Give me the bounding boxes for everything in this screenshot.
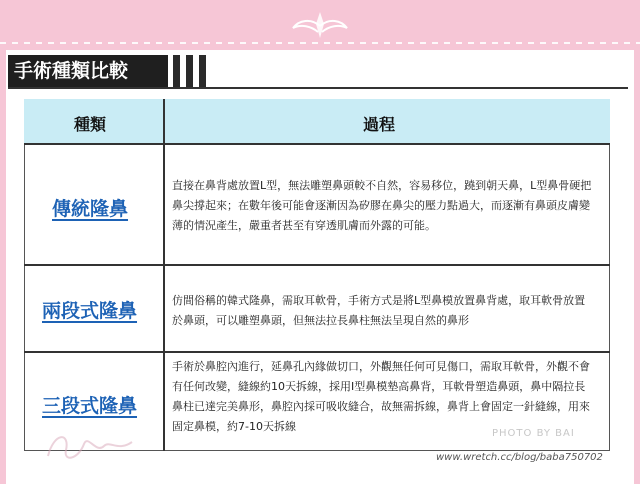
process-traditional-rhinoplasty: 直接在鼻背處放置L型，無法雕塑鼻頭較不自然，容易移位，蹺到朝天鼻，L型鼻骨硬把鼻尖撐起來；在數年後可能會逐漸因為矽膠在鼻尖的壓力點過大，而逐漸有鼻頭皮膚變薄的情況產生，嚴重者甚至有穿透肌膚而外露的可能。 (172, 179, 592, 232)
type-three-stage-rhinoplasty-link[interactable]: 三段式隆鼻 (42, 395, 138, 417)
row-divider (24, 351, 610, 353)
photo-credit-watermark: PHOTO BY BAI (492, 428, 575, 439)
column-header-type: 種類 (74, 115, 107, 134)
header-stripe (186, 55, 193, 87)
process-two-stage-rhinoplasty: 仿間俗稱的韓式隆鼻，需取耳軟骨，手術方式是將L型鼻模放置鼻背處，取耳軟骨放置於鼻頭，可以雕塑鼻頭，但無法拉長鼻柱無法呈現自然的鼻形 (172, 294, 586, 327)
page-title: 手術種類比較 (14, 60, 129, 82)
column-divider (163, 99, 165, 451)
column-header-process: 過程 (363, 115, 396, 134)
signature-watermark-icon (40, 426, 150, 466)
header-stripe (199, 55, 206, 87)
type-two-stage-rhinoplasty-link[interactable]: 兩段式隆鼻 (42, 300, 138, 322)
type-traditional-rhinoplasty-link[interactable]: 傳統隆鼻 (52, 198, 129, 220)
blog-url-watermark: www.wretch.cc/blog/baba750702 (436, 452, 603, 463)
table-header-row (24, 99, 610, 145)
ornament-icon (285, 10, 355, 40)
row-divider (24, 264, 610, 266)
header-stripe (173, 55, 180, 87)
process-three-stage-rhinoplasty: 手術於鼻腔內進行，延鼻孔內緣做切口，外觀無任何可見傷口，需取耳軟骨，外觀不會有任何改變，縫線約10天拆線，採用I型鼻模墊高鼻背，耳軟骨塑造鼻頭，鼻中隔拉長鼻柱已達完美鼻形，鼻腔內採可吸收縫合，故無需拆線，鼻背上會固定一針縫線，用來固定鼻模，約7-10天拆線 (172, 360, 590, 433)
decorative-right-border (634, 50, 640, 484)
header-underline (8, 87, 628, 89)
